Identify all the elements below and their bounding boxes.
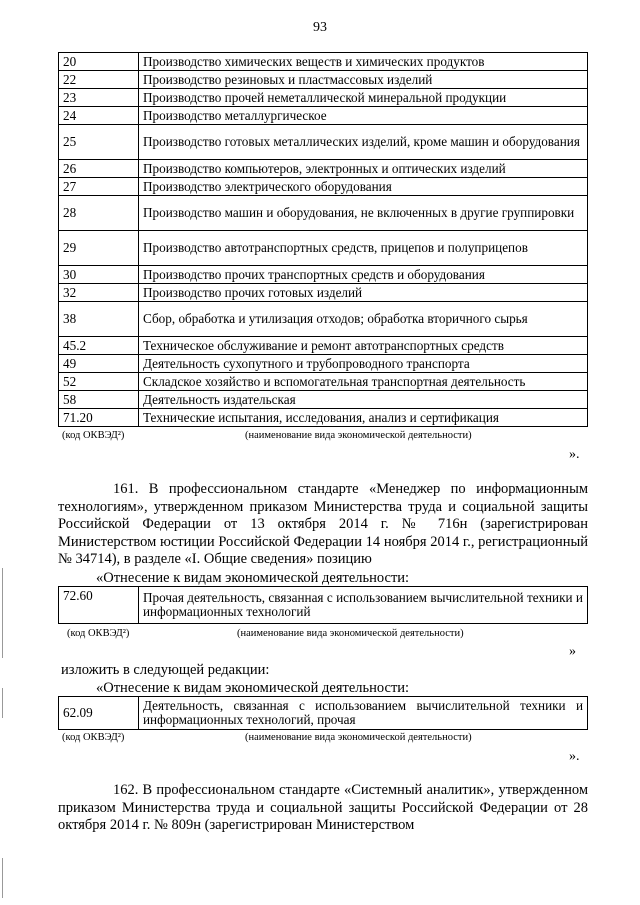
replace-instruction: изложить в следующей редакции:: [61, 662, 270, 678]
okved-code-cell: 27: [59, 178, 139, 196]
table-row: [59, 107, 588, 125]
activity-name-cell: Прочая деятельность, связанная с использованием вычислительной техники и информационных технологий: [139, 587, 588, 624]
closing-quote: »: [569, 644, 576, 659]
table-row: [59, 302, 588, 337]
table-row: [59, 355, 588, 373]
okved-code-cell: 20: [59, 53, 139, 71]
activity-name-cell: Производство металлургическое: [139, 107, 588, 125]
okved-code-cell: 24: [59, 107, 139, 125]
table-row: [59, 266, 588, 284]
closing-quote: ».: [569, 749, 580, 764]
table-row: [59, 71, 588, 89]
okved-code-cell: 23: [59, 89, 139, 107]
activity-name-cell: Производство резиновых и пластмассовых изделий: [139, 71, 588, 89]
okved-code-cell: 71.20: [59, 409, 139, 427]
margin-mark: [2, 688, 3, 718]
okved-code-cell: 38: [59, 302, 139, 337]
okved-code-caption: (код ОКВЭД²): [62, 732, 125, 743]
paragraph-161: 161. В профессиональном стандарте «Менеджер по информационным технологиям», утвержденном приказом Министерства труда и социальной защиты Российской Федерации от 13 октября 2014 г. № 716н (зарегистрирован Министерством юстиции Российской Федерации 14 ноября 2014 г., регистрационный № 34714), в разделе «I. Общие сведения» позицию: [58, 481, 588, 567]
old-okved-table: [58, 586, 588, 624]
table-row: [59, 373, 588, 391]
activity-name-caption: (наименование вида экономической деятельности): [245, 732, 472, 743]
table-row: [59, 337, 588, 355]
relation-heading-old: «Отнесение к видам экономической деятельности:: [96, 570, 410, 586]
activity-name-cell: Деятельность, связанная с использованием вычислительной техники и информационных технологий, прочая: [139, 697, 588, 730]
paragraph-162: 162. В профессиональном стандарте «Системный аналитик», утвержденном приказом Министерства труда и социальной защиты Российской Федерации от 28 октября 2014 г. № 809н (зарегистрирован Министерством: [58, 782, 588, 833]
activity-name-cell: Производство прочей неметаллической минеральной продукции: [139, 89, 588, 107]
table-row: [59, 391, 588, 409]
okved-code-cell: 45.2: [59, 337, 139, 355]
okved-code-cell: 22: [59, 71, 139, 89]
relation-heading-new: «Отнесение к видам экономической деятельности:: [96, 680, 410, 696]
activity-name-cell: Сбор, обработка и утилизация отходов; обработка вторичного сырья: [139, 302, 588, 337]
activity-name-cell: Производство прочих транспортных средств и оборудования: [139, 266, 588, 284]
activity-name-cell: Складское хозяйство и вспомогательная транспортная деятельность: [139, 373, 588, 391]
okved-code-cell: 58: [59, 391, 139, 409]
okved-code-cell: 25: [59, 125, 139, 160]
closing-quote: ».: [569, 447, 580, 462]
table-row: [59, 409, 588, 427]
activity-name-cell: Производство готовых металлических изделий, кроме машин и оборудования: [139, 125, 588, 160]
table-row: [59, 697, 588, 730]
activity-name-cell: Производство прочих готовых изделий: [139, 284, 588, 302]
margin-mark: [2, 858, 3, 898]
okved-code-cell: 49: [59, 355, 139, 373]
page-number: 93: [313, 20, 327, 35]
table-row: [59, 231, 588, 266]
table-row: [59, 196, 588, 231]
okved-code-cell: 62.09: [59, 697, 139, 730]
activity-name-cell: Производство компьютеров, электронных и оптических изделий: [139, 160, 588, 178]
okved-code-caption: (код ОКВЭД²): [62, 430, 125, 441]
table-row: [59, 160, 588, 178]
okved-code-cell: 30: [59, 266, 139, 284]
table-row: [59, 284, 588, 302]
okved-code-caption: (код ОКВЭД²): [67, 628, 130, 639]
okved-code-cell: 32: [59, 284, 139, 302]
activity-name-caption: (наименование вида экономической деятельности): [237, 628, 464, 639]
okved-table: [58, 52, 588, 427]
activity-name-cell: Деятельность издательская: [139, 391, 588, 409]
margin-mark: [2, 568, 3, 658]
activity-name-caption: (наименование вида экономической деятельности): [245, 430, 472, 441]
activity-name-cell: Производство автотранспортных средств, прицепов и полуприцепов: [139, 231, 588, 266]
okved-code-cell: 52: [59, 373, 139, 391]
activity-name-cell: Производство химических веществ и химических продуктов: [139, 53, 588, 71]
okved-table-body: [59, 53, 588, 427]
table-row: [59, 89, 588, 107]
activity-name-cell: Производство машин и оборудования, не включенных в другие группировки: [139, 196, 588, 231]
okved-code-cell: 28: [59, 196, 139, 231]
new-okved-table: [58, 696, 588, 730]
table-row: [59, 125, 588, 160]
activity-name-cell: Технические испытания, исследования, анализ и сертификация: [139, 409, 588, 427]
okved-code-cell: 29: [59, 231, 139, 266]
table-row: [59, 53, 588, 71]
okved-code-cell: 72.60: [59, 587, 139, 624]
okved-code-cell: 26: [59, 160, 139, 178]
activity-name-cell: Деятельность сухопутного и трубопроводного транспорта: [139, 355, 588, 373]
activity-name-cell: Производство электрического оборудования: [139, 178, 588, 196]
table-row: [59, 587, 588, 624]
activity-name-cell: Техническое обслуживание и ремонт автотранспортных средств: [139, 337, 588, 355]
table-row: [59, 178, 588, 196]
